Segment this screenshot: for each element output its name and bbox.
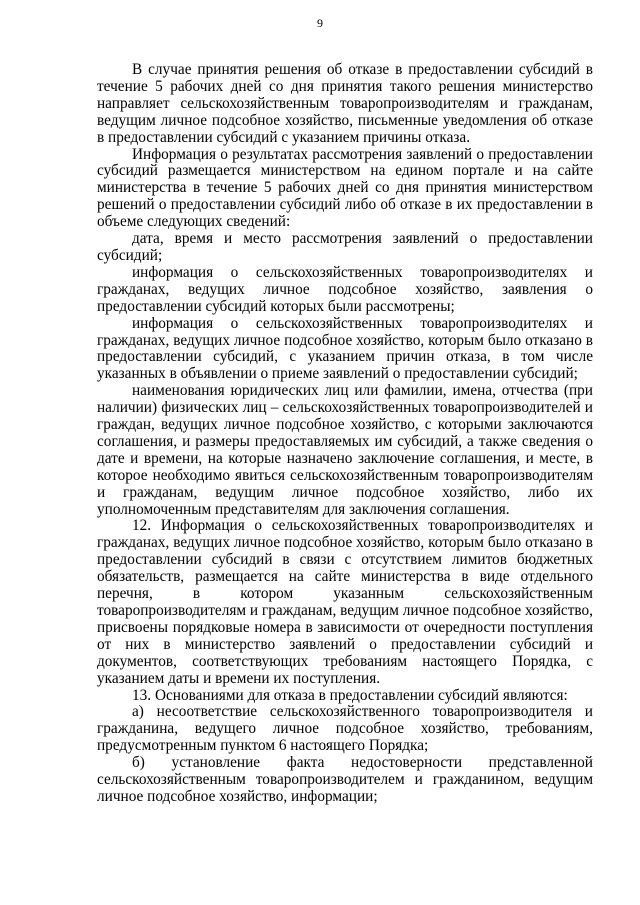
- paragraph-clause-13-a: а) несоответствие сельскохозяйственного товаропроизводителя и гражданина, ведущего личное подсобное хозяйство, требованиям, предусмотренным пунктом 6 настоящего Порядка;: [97, 703, 593, 755]
- paragraph-review-date: дата, время и место рассмотрения заявлений о предоставлении субсидий;: [97, 230, 593, 264]
- paragraph-results-publication: Информация о результатах рассмотрения заявлений о предоставлении субсидий размещается министерством на едином портале и на сайте министерства в течение 5 рабочих дней со дня принятия министерством решений о предоставлении субсидий либо об отказе в их предоставлении в объеме следующих сведений:: [97, 145, 593, 231]
- paragraph-agreement-recipients: наименования юридических лиц или фамилии, имена, отчества (при наличии) физических лиц – сельскохозяйственных товаропроизводителей и граждан, ведущих личное подсобное хозяйство, с которыми заключаются соглашения, и размеры предоставляемых им субсидий, а также сведения о дате и времени, на которые назначено заключение соглашения, и месте, в которое необходимо явиться сельскохозяйственным товаропроизводителям и гражданам, ведущим личное подсобное хозяйство, либо их уполномоченным представителям для заключения соглашения.: [97, 382, 593, 518]
- paragraph-reviewed-applicants: информация о сельскохозяйственных товаропроизводителях и гражданах, ведущих личное подсобное хозяйство, заявления о предоставлении субсидий которых были рассмотрены;: [97, 263, 593, 315]
- paragraph-refused-applicants: информация о сельскохозяйственных товаропроизводителях и гражданах, ведущих личное подсобное хозяйство, которым было отказано в предоставлении субсидий, с указанием причин отказа, в том числе указанных в объявлении о приеме заявлений о предоставлении субсидий;: [97, 314, 593, 383]
- page-number: 9: [317, 16, 323, 30]
- document-body: [97, 62, 593, 806]
- paragraph-clause-13: 13. Основаниями для отказа в предоставлении субсидий являются:: [132, 686, 568, 704]
- paragraph-clause-13-b: б) установление факта недостоверности представленной сельскохозяйственным товаропроизводителем и гражданином, ведущим личное подсобное хозяйство, информации;: [97, 754, 593, 805]
- paragraph-clause-12: 12. Информация о сельскохозяйственных товаропроизводителях и гражданах, ведущих личное подсобное хозяйство, которым было отказано в предоставлении субсидий в связи с отсутствием лимитов бюджетных обязательств, размещается на сайте министерства в виде отдельного перечня, в котором указанным сельскохозяйственным товаропроизводителям и гражданам, ведущим личное подсобное хозяйство, присвоены порядковые номера в зависимости от очередности поступления от них в министерство заявлений о предоставлении субсидий и документов, соответствующих требованиям настоящего Порядка, с указанием даты и времени их поступления.: [97, 517, 593, 687]
- paragraph-refusal-notification: В случае принятия решения об отказе в предоставлении субсидий в течение 5 рабочих дней со дня принятия такого решения министерство направляет сельскохозяйственным товаропроизводителям и гражданам, ведущим личное подсобное хозяйство, письменные уведомления об отказе в предоставлении субсидий с указанием причины отказа.: [97, 61, 593, 146]
